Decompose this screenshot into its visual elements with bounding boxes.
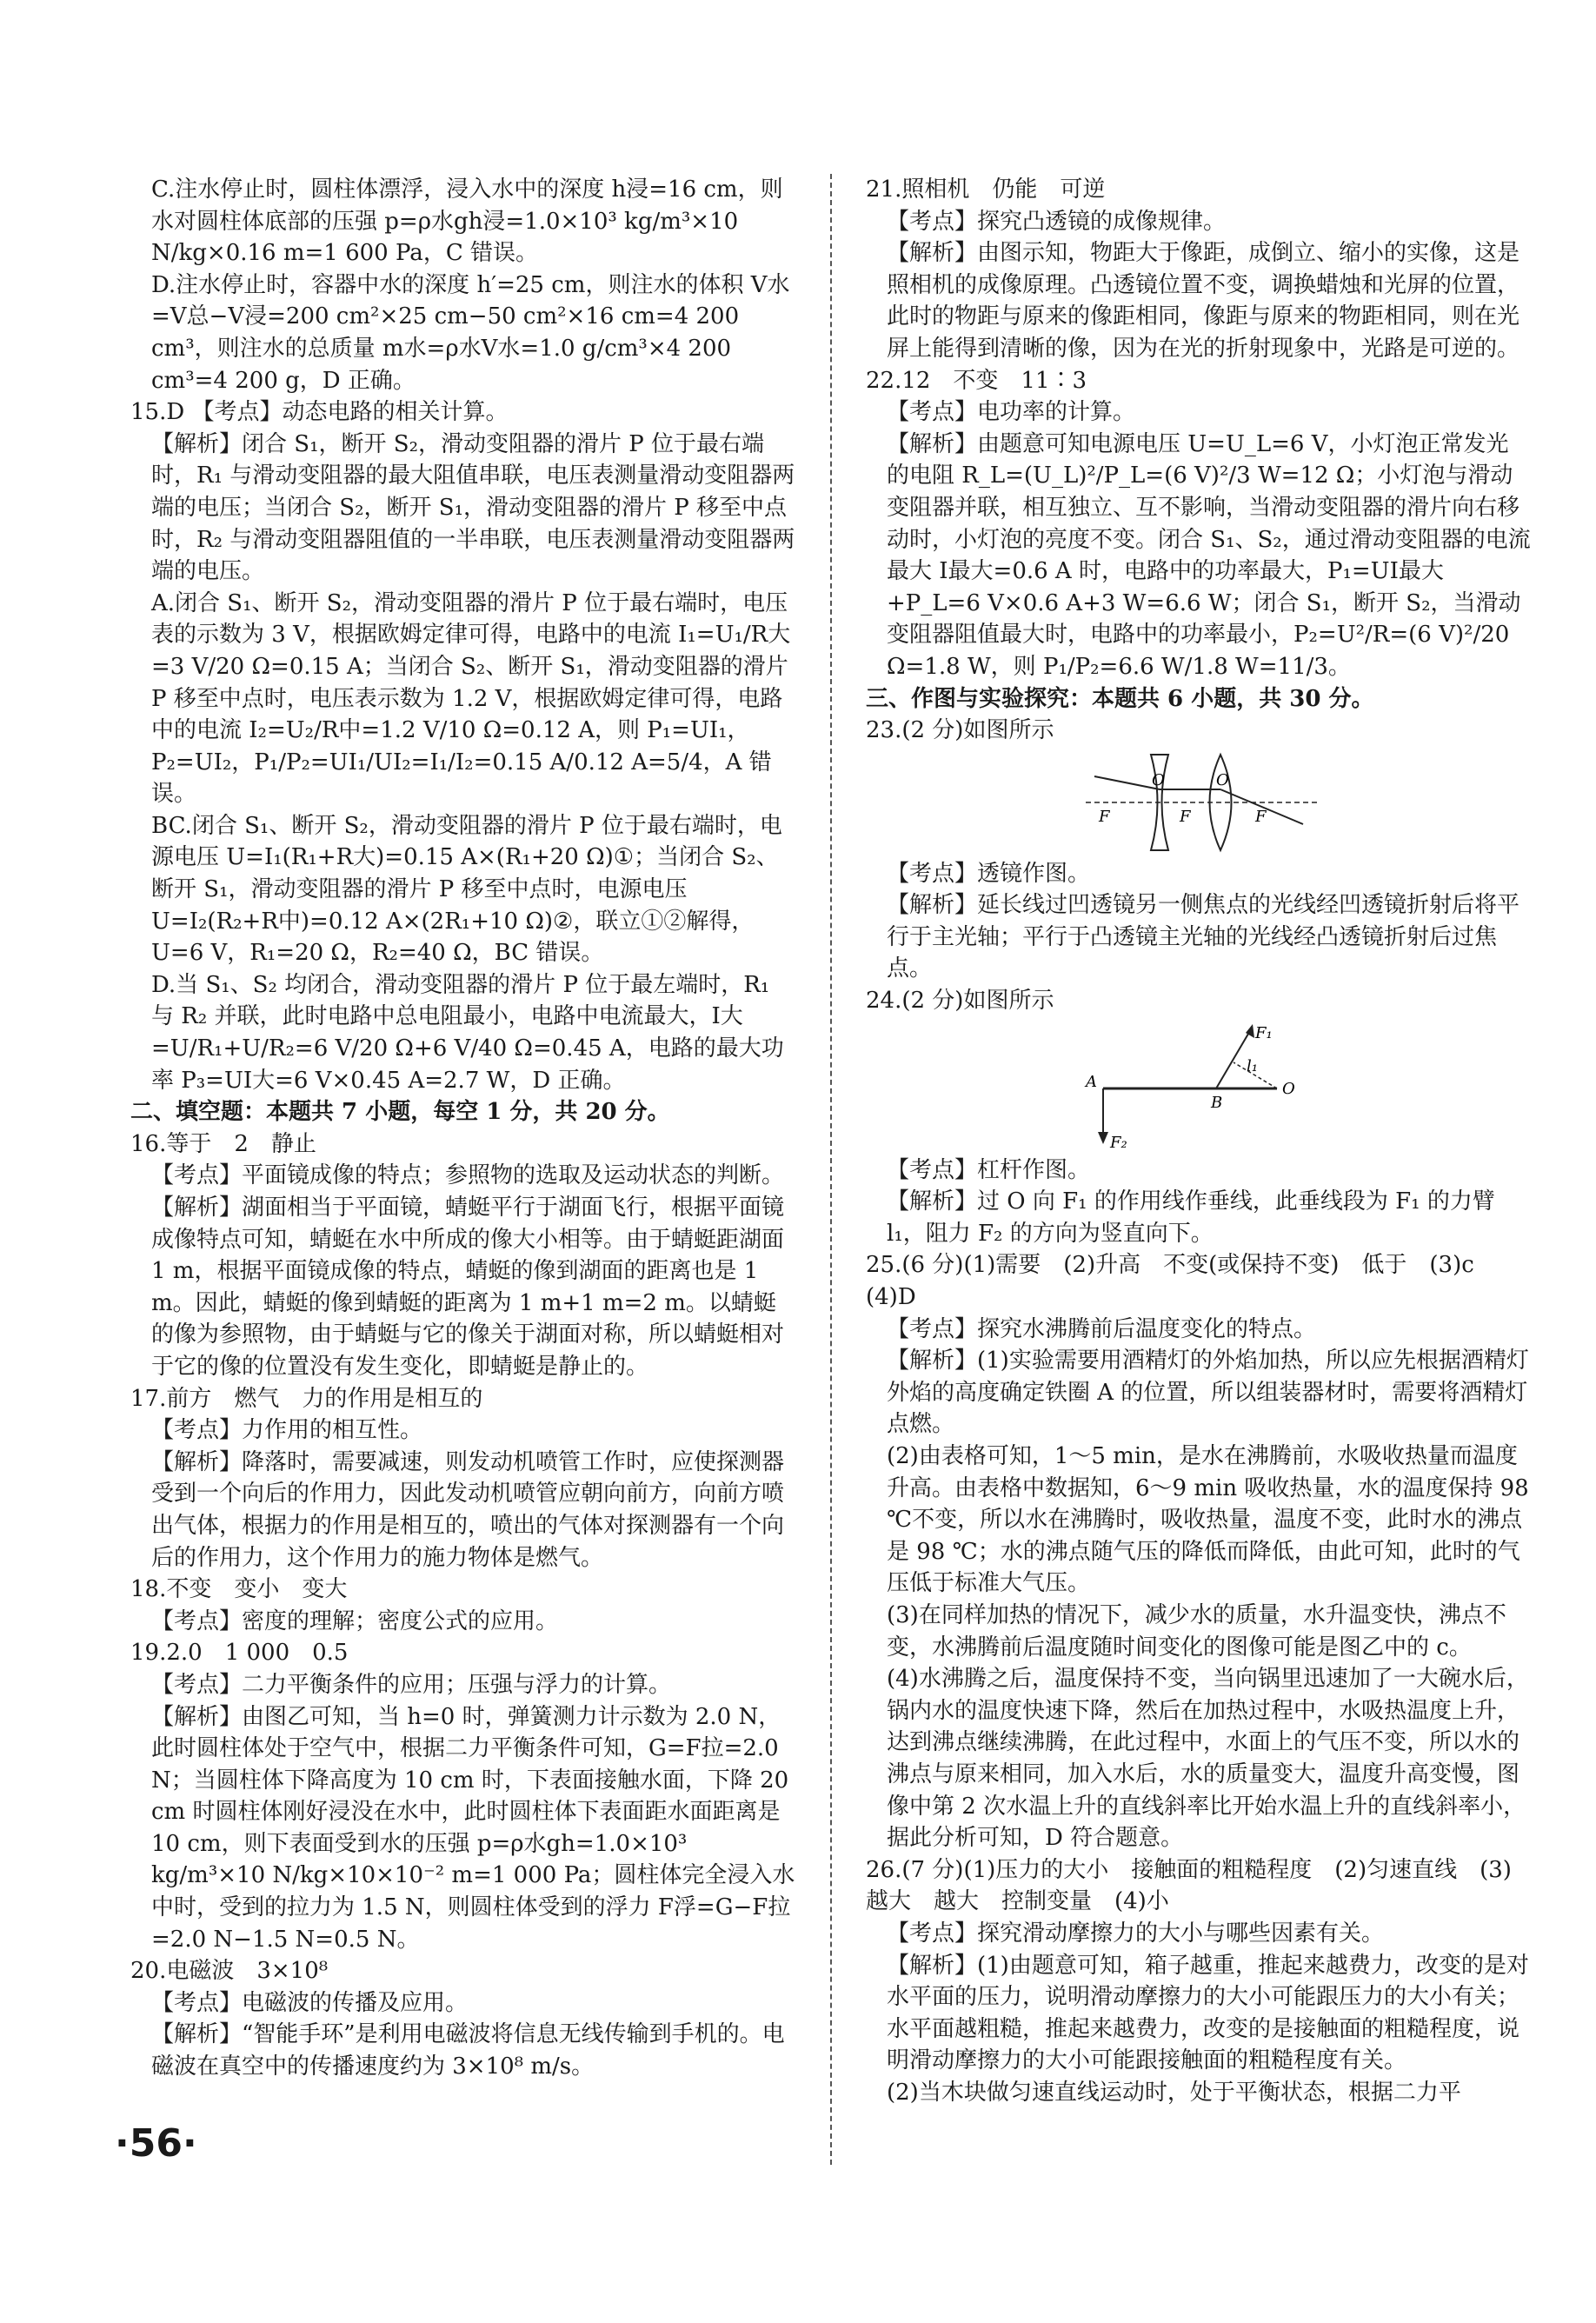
question-header: 26.(7 分)(1)压力的大小 接触面的粗糙程度 (2)匀速直线 (3)越大 越大 控制变量 (4)小 <box>866 1856 1512 1915</box>
lens-label-o1: O <box>1151 770 1165 789</box>
key-point: 【考点】杠杆作图。 <box>887 1156 1091 1183</box>
point-a-label: A <box>1085 1072 1097 1091</box>
paragraph: (2)由表格可知，1～5 min，是水在沸腾前，水吸收热量而温度升高。由表格中数据知，6～9 min 吸收热量，水的温度保持 98 ℃不变，所以水在沸腾时，吸收热量，温度不变，此时水的沸点是 98 ℃；水的沸点随气压的降低而降低，由此可知，此时的气压低于标准大气压。 <box>887 1443 1529 1597</box>
key-point: 【考点】探究水沸腾前后温度变化的特点。 <box>887 1315 1317 1342</box>
analysis: 【解析】闭合 S₁，断开 S₂，滑动变阻器的滑片 P 位于最右端时，R₁ 与滑动变阻器的最大阻值串联，电压表测量滑动变阻器两端的电压；当闭合 S₂，断开 S₁，滑动变阻器的滑片 P 移至中点时，R₂ 与滑动变阻器阻值的一半串联，电压表测量滑动变阻器两端的电压。 <box>151 430 795 585</box>
key-point: 【考点】平面镜成像的特点；参照物的选取及运动状态的判断。 <box>151 1162 785 1189</box>
analysis: 【解析】由图示知，物距大于像距，成倒立、缩小的实像，这是照相机的成像原理。凸透镜位置不变，调换蜡烛和光屏的位置，此时的物距与原来的像距相同，像距与原来的物距相同，则在光屏上能得到清晰的像，因为在光的折射现象中，光路是可逆的。 <box>887 240 1520 362</box>
analysis: 【解析】“智能手环”是利用电磁波将信息无线传输到手机的。电磁波在真空中的传播速度约为 3×10⁸ m/s。 <box>151 2021 785 2080</box>
force-f2-arrow <box>1098 1132 1108 1144</box>
point-o-label: O <box>1281 1079 1295 1098</box>
paragraph: (2)当木块做匀速直线运动时，处于平衡状态，根据二力平 <box>887 2079 1461 2106</box>
right-column <box>866 174 1531 2108</box>
key-point: 【考点】二力平衡条件的应用；压强与浮力的计算。 <box>151 1671 672 1698</box>
question-header: 20.电磁波 3×10⁸ <box>130 1958 329 1985</box>
left-column <box>130 174 795 2083</box>
lever-diagram <box>866 1021 1531 1151</box>
key-point: 【考点】电磁波的传播及应用。 <box>151 1989 469 2016</box>
paragraph: (3)在同样加热的情况下，减少水的质量，水升温变快，沸点不变，水沸腾前后温度随时间变化的图像可能是图乙中的 c。 <box>887 1601 1506 1661</box>
question-header: 15.D 【考点】动态电路的相关计算。 <box>130 399 509 426</box>
question-header: 17.前方 燃气 力的作用是相互的 <box>130 1385 483 1412</box>
focus-label-1: F <box>1098 807 1109 826</box>
column-divider <box>830 174 832 2165</box>
paragraph: D.当 S₁、S₂ 均闭合，滑动变阻器的滑片 P 位于最左端时，R₁ 与 R₂ 并联，此时电路中总电阻最小，电路中电流最大，I大=U/R₁+U/R₂=6 V/20 Ω+6 V/40 Ω=0.45 A，电路的最大功率 P₃=UI大=6 V×0.45 A=2.7 W，D 正确。 <box>151 971 784 1094</box>
question-header: 19.2.0 1 000 0.5 <box>130 1640 349 1667</box>
force-f1-line <box>1216 1029 1251 1088</box>
section-heading: 二、填空题：本题共 7 小题，每空 1 分，共 20 分。 <box>130 1099 670 1126</box>
analysis: 【解析】由图乙可知，当 h=0 时，弹簧测力计示数为 2.0 N，此时圆柱体处于空气中，根据二力平衡条件可知，G=F拉=2.0 N；当圆柱体下降高度为 10 cm 时，下表面接触水面，下降 20 cm 时圆柱体刚好浸没在水中，此时圆柱体下表面距水面距离是 10 cm，则下表面受到水的压强 p=ρ水gh=1.0×10³ kg/m³×10 N/kg×10×10⁻² m=1 000 Pa；圆柱体完全浸入水中时，受到的拉力为 1.5 N，则圆柱体受到的浮力 F浮=G−F拉=2.0 N−1.5 N=0.5 N。 <box>151 1703 795 1953</box>
page-number: ·56· <box>115 2121 197 2166</box>
force-f1-label: F₁ <box>1254 1023 1273 1042</box>
question-header: 23.(2 分)如图所示 <box>866 717 1054 744</box>
question-header: 24.(2 分)如图所示 <box>866 988 1054 1015</box>
paragraph: A.闭合 S₁、断开 S₂，滑动变阻器的滑片 P 位于最右端时，电压表的示数为 3 V，根据欧姆定律可得，电路中的电流 I₁=U₁/R大=3 V/20 Ω=0.15 A；当闭合 S₂、断开 S₁，滑动变阻器的滑片 P 移至中点时，电压表示数为 1.2 V，根据欧姆定律可得，电路中的电流 I₂=U₂/R中=1.2 V/10 Ω=0.12 A，则 P₁=UI₁，P₂=UI₂，P₁/P₂=UI₁/UI₂=I₁/I₂=0.15 A/0.12 A=5/4，A 错误。 <box>151 589 791 808</box>
key-point: 【考点】密度的理解；密度公式的应用。 <box>151 1607 559 1634</box>
key-point: 【考点】探究凸透镜的成像规律。 <box>887 208 1227 235</box>
lens-diagram <box>866 750 1531 855</box>
paragraph: C.注水停止时，圆柱体漂浮，浸入水中的深度 h浸=16 cm，则水对圆柱体底部的压强 p=ρ水gh浸=1.0×10³ kg/m³×10 N/kg×0.16 m=1 600 Pa，C 错误。 <box>151 176 783 267</box>
lever-diagram-svg <box>1068 1021 1329 1151</box>
paragraph: BC.闭合 S₁、断开 S₂，滑动变阻器的滑片 P 位于最右端时，电源电压 U=I₁(R₁+R大)=0.15 A×(R₁+20 Ω)①；当闭合 S₂、断开 S₁，滑动变阻器的滑片 P 移至中点时，电源电压 U=I₂(R₂+R中)=0.12 A×(2R₁+10 Ω)②，联立①②解得，U=6 V，R₁=20 Ω，R₂=40 Ω，BC 错误。 <box>151 812 782 967</box>
analysis: 【解析】降落时，需要减速，则发动机喷管工作时，应使探测器受到一个向后的作用力，因此发动机喷管应朝向前方，向前方喷出气体，根据力的作用是相互的，喷出的气体对探测器有一个向后的作用力，这个作用力的施力物体是燃气。 <box>151 1448 785 1571</box>
question-header: 22.12 不变 11∶3 <box>866 367 1087 394</box>
analysis: 【解析】延长线过凹透镜另一侧焦点的光线经凹透镜折射后将平行于主光轴；平行于凸透镜主光轴的光线经凸透镜折射后过焦点。 <box>887 892 1520 982</box>
key-point: 【考点】透镜作图。 <box>887 860 1091 887</box>
focus-label-2: F <box>1179 807 1190 826</box>
analysis: 【解析】(1)由题意可知，箱子越重，推起来越费力，改变的是对水平面的压力，说明滑动摩擦力的大小可能跟压力的大小有关；水平面越粗糙，推起来越费力，改变的是接触面的粗糙程度，说明滑动摩擦力的大小可能跟接触面的粗糙程度有关。 <box>887 1952 1529 2074</box>
focus-label-3: F <box>1254 807 1266 826</box>
arm-l1-label: l₁ <box>1246 1056 1258 1075</box>
analysis: 【解析】由题意可知电源电压 U=U_L=6 V，小灯泡正常发光的电阻 R_L=(U_L)²/P_L=(6 V)²/3 W=12 Ω；小灯泡与滑动变阻器并联，相互独立、互不影响，当滑动变阻器的滑片向右移动时，小灯泡的亮度不变。闭合 S₁、S₂，通过滑动变阻器的电流最大 I最大=0.6 A 时，电路中的功率最大，P₁=UI最大+P_L=6 V×0.6 A+3 W=6.6 W；闭合 S₁，断开 S₂，当滑动变阻器阻值最大时，电路中的功率最小，P₂=U²/R=(6 V)²/20 Ω=1.8 W，则 P₁/P₂=6.6 W/1.8 W=11/3。 <box>887 430 1531 680</box>
question-header: 16.等于 2 静止 <box>130 1130 316 1157</box>
paragraph: D.注水停止时，容器中水的深度 h′=25 cm，则注水的体积 V水=V总−V浸=200 cm²×25 cm−50 cm²×16 cm=4 200 cm³，则注水的总质量 m水=ρ水V水=1.0 g/cm³×4 200 cm³=4 200 g，D 正确。 <box>151 271 790 394</box>
key-point: 【考点】电功率的计算。 <box>887 399 1136 426</box>
paragraph: (4)水沸腾之后，温度保持不变，当向锅里迅速加了一大碗水后，锅内水的温度快速下降，然后在加热过程中，水吸热温度上升，达到沸点继续沸腾，在此过程中，水面上的气压不变，所以水的沸点与原来相同，加入水后，水的质量变大，温度升高变慢，图像中第 2 次水温上升的直线斜率比开始水温上升的直线斜率小，据此分析可知，D 符合题意。 <box>887 1666 1529 1852</box>
section-heading: 三、作图与实验探究：本题共 6 小题，共 30 分。 <box>866 685 1374 712</box>
lens-diagram-svg <box>1068 750 1329 855</box>
incident-ray <box>1094 776 1160 789</box>
key-point: 【考点】探究滑动摩擦力的大小与哪些因素有关。 <box>887 1920 1385 1947</box>
key-point: 【考点】力作用的相互性。 <box>151 1417 423 1444</box>
question-header: 21.照相机 仍能 可逆 <box>866 176 1106 203</box>
analysis: 【解析】过 O 向 F₁ 的作用线作垂线，此垂线段为 F₁ 的力臂 l₁，阻力 F₂ 的方向为竖直向下。 <box>887 1188 1495 1247</box>
point-b-label: B <box>1210 1093 1222 1112</box>
question-header: 25.(6 分)(1)需要 (2)升高 不变(或保持不变) 低于 (3)c (4)D <box>866 1252 1497 1311</box>
analysis: 【解析】湖面相当于平面镜，蜻蜓平行于湖面飞行，根据平面镜成像特点可知，蜻蜓在水中所成的像大小相等。由于蜻蜓距湖面 1 m，根据平面镜成像的特点，蜻蜓的像到湖面的距离也是 1 m。因此，蜻蜓的像到蜻蜓的距离为 1 m+1 m=2 m。以蜻蜓的像为参照物，由于蜻蜓与它的像关于湖面对称，所以蜻蜓相对于它的像的位置没有发生变化，即蜻蜓是静止的。 <box>151 1195 785 1380</box>
force-f2-label: F₂ <box>1109 1133 1127 1151</box>
lens-label-o2: O <box>1215 770 1229 789</box>
analysis: 【解析】(1)实验需要用酒精灯的外焰加热，所以应先根据酒精灯外焰的高度确定铁圈 A 的位置，所以组装器材时，需要将酒精灯点燃。 <box>887 1348 1529 1438</box>
question-header: 18.不变 变小 变大 <box>130 1576 348 1603</box>
